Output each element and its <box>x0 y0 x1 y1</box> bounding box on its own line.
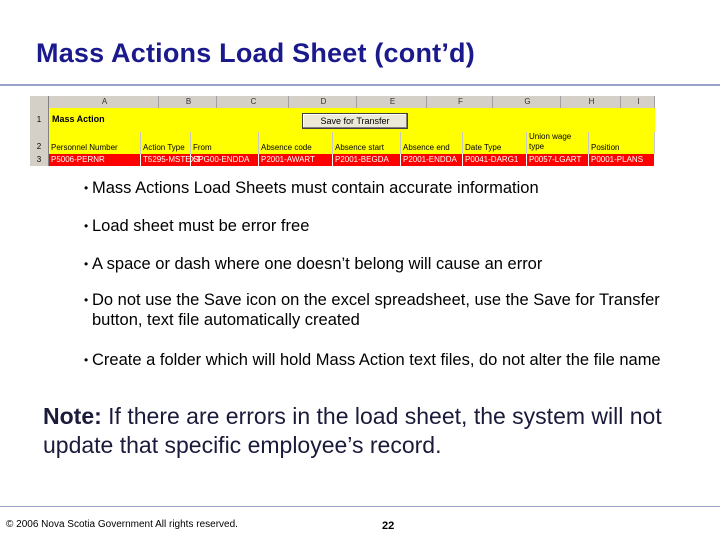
copyright-notice: © 2006 Nova Scotia Government All rights reserved. <box>6 519 238 530</box>
bullet-item <box>84 254 542 274</box>
bullet-marker: • <box>84 353 89 367</box>
bullet-item <box>84 290 684 330</box>
slide-title: Mass Actions Load Sheet (cont’d) <box>36 38 475 68</box>
bullet-item <box>84 216 309 236</box>
bullet-item <box>84 178 539 198</box>
column-header: D <box>289 96 357 108</box>
bullet-marker: • <box>84 257 89 271</box>
data-cell: T5295-MSTEXT <box>143 155 201 164</box>
header-cell: Absence start <box>333 132 401 154</box>
note-label: Note: <box>43 403 102 429</box>
row-number: 2 <box>30 132 49 154</box>
column-header: A <box>49 96 159 108</box>
column-header: I <box>621 96 655 108</box>
data-cell: P5006-PERNR <box>49 154 141 166</box>
row-number: 3 <box>30 154 49 166</box>
data-cell: P2001-BEGDA <box>333 154 401 166</box>
sheet-row-2 <box>30 132 655 155</box>
header-cell: Action Type <box>141 132 191 154</box>
header-cell: Absence code <box>259 132 333 154</box>
column-header: G <box>493 96 561 108</box>
corner-cell <box>30 96 49 108</box>
data-cell: P0041-DARG1 <box>463 154 527 166</box>
note-text: If there are errors in the load sheet, the system will not update that specific employee’s record. <box>43 403 662 458</box>
save-for-transfer-button[interactable]: Save for Transfer <box>302 113 408 129</box>
data-cell: P2001-ENDDA <box>401 154 463 166</box>
column-header: C <box>217 96 289 108</box>
bullet-text: Load sheet must be error free <box>92 217 310 235</box>
bullet-text: Create a folder which will hold Mass Action text files, do not alter the file name <box>92 351 661 369</box>
row-number: 1 <box>30 108 49 132</box>
header-cell: Absence end <box>401 132 463 154</box>
data-cell: P0057-LGART <box>527 154 589 166</box>
column-header: E <box>357 96 427 108</box>
page-number: 22 <box>382 520 395 532</box>
bullet-item <box>84 350 661 370</box>
data-cell: SPG00-ENDDA <box>191 154 259 166</box>
column-header: F <box>427 96 493 108</box>
spreadsheet-screenshot <box>30 96 655 166</box>
note-paragraph <box>43 402 683 460</box>
sheet-row-3 <box>30 154 655 166</box>
bullet-text: A space or dash where one doesn’t belong will cause an error <box>92 255 543 273</box>
header-cell: Date Type <box>463 132 527 154</box>
header-cell: Position <box>589 132 655 154</box>
mass-action-label: Mass Action <box>52 114 105 124</box>
title-divider <box>0 84 720 86</box>
data-cell: P2001-AWART <box>259 154 333 166</box>
bullet-text: Do not use the Save icon on the excel spreadsheet, use the Save for Transfer button, text file automatically created <box>92 291 660 329</box>
bullet-text: Mass Actions Load Sheets must contain accurate information <box>92 179 539 197</box>
header-cell: From <box>191 132 259 154</box>
header-cell: Personnel Number <box>49 132 141 154</box>
footer-divider <box>0 506 720 507</box>
column-header: H <box>561 96 621 108</box>
bullet-marker: • <box>84 219 89 233</box>
column-header: B <box>159 96 217 108</box>
sheet-row-1 <box>30 108 655 133</box>
bullet-marker: • <box>84 181 89 195</box>
bullet-marker: • <box>84 293 89 307</box>
header-cell: Union wage type <box>527 132 589 154</box>
data-cell: P0001-PLANS <box>589 154 655 166</box>
